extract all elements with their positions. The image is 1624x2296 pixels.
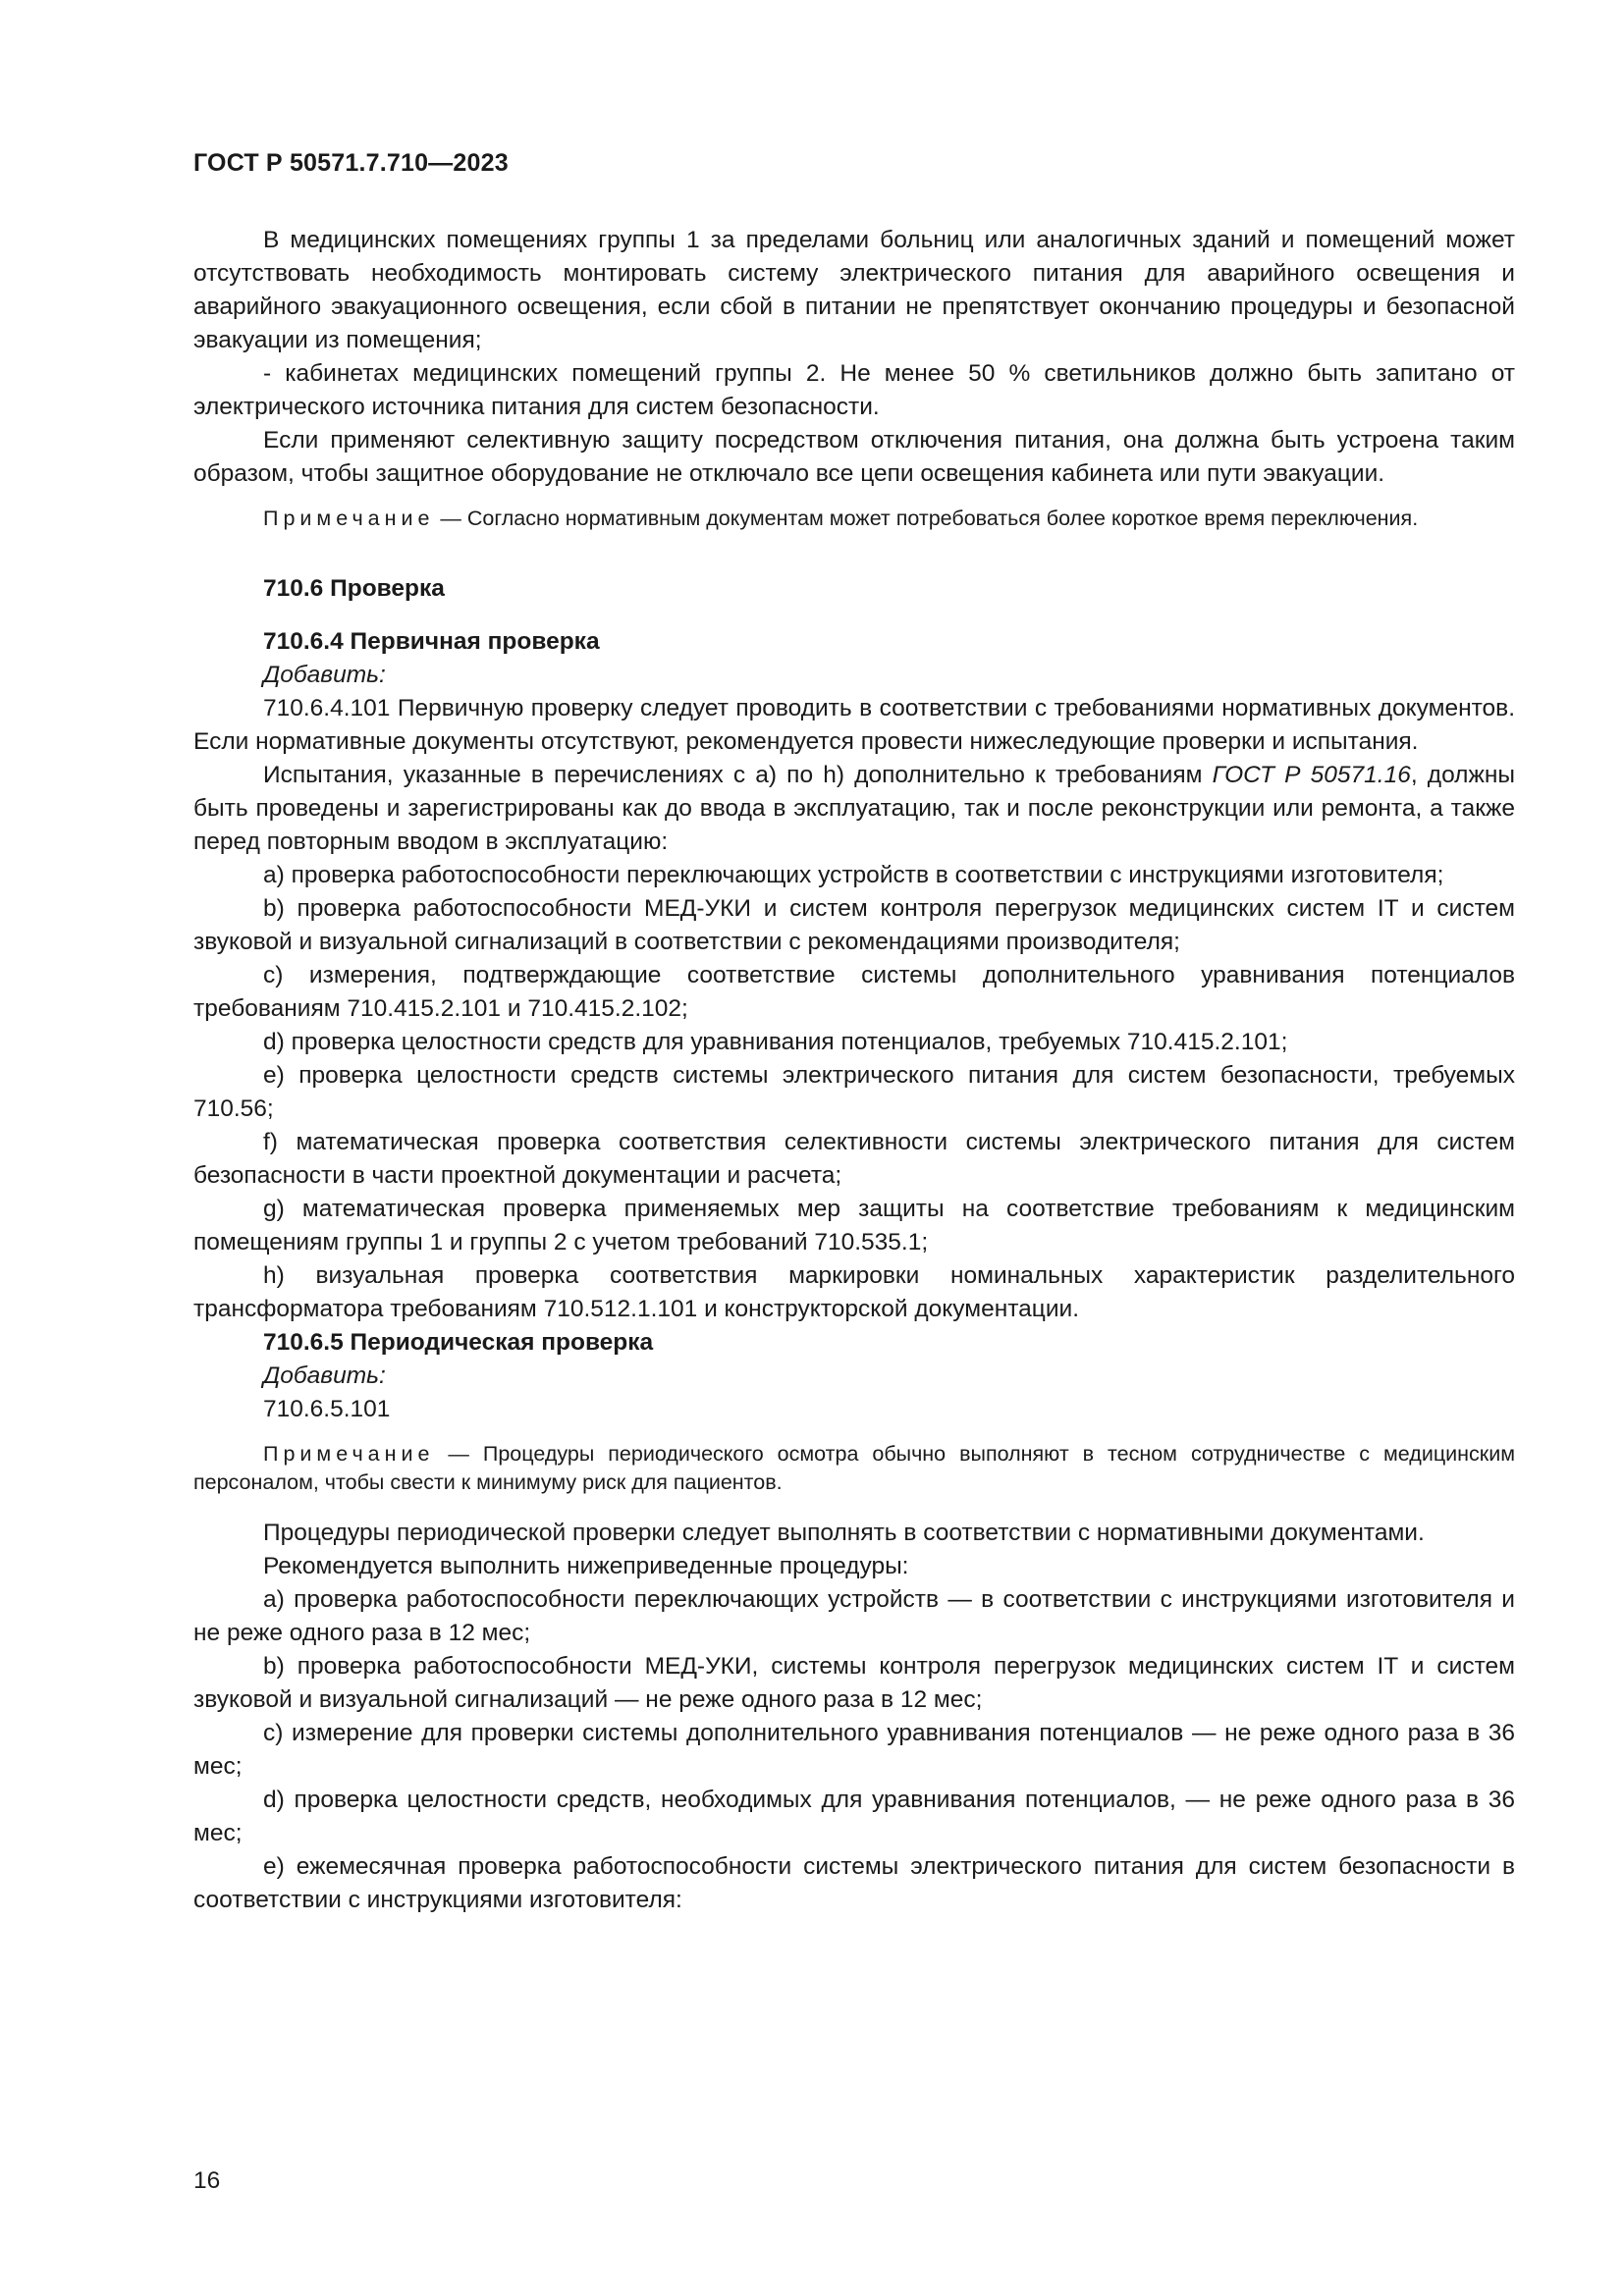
paragraph: 710.6.4.101 Первичную проверку следует проводить в соответствии с требованиями нормативных документов. Если нормативные документы отсутствуют, рекомендуется провести нижеследующие проверки и испытания. <box>193 695 1515 755</box>
list-item: g) математическая проверка применяемых мер защиты на соответствие требованиям к медицинским помещениям группы 1 и группы 2 с учетом требований 710.535.1; <box>193 1196 1515 1255</box>
page-number: 16 <box>193 2167 221 2194</box>
list-item: f) математическая проверка соответствия селективности системы электрического питания для систем безопасности в части проектной документации и расчета; <box>193 1129 1515 1189</box>
note-label: Примечание <box>263 507 435 530</box>
list-item: d) проверка целостности средств, необходимых для уравнивания потенциалов, — не реже одного раза в 36 мес; <box>193 1787 1515 1846</box>
add-label: Добавить: <box>263 1362 386 1389</box>
clause-number: 710.6.5.101 <box>263 1396 391 1422</box>
list-item: h) визуальная проверка соответствия маркировки номинальных характеристик разделительного трансформатора требованиям 710.512.1.101 и конструкторской документации. <box>193 1262 1515 1322</box>
paragraph: Процедуры периодической проверки следует выполнять в соответствии с нормативными документами. <box>263 1520 1425 1546</box>
paragraph: Рекомендуется выполнить нижеприведенные процедуры: <box>263 1553 909 1579</box>
list-item: b) проверка работоспособности МЕД-УКИ и систем контроля перегрузок медицинских систем IT и систем звуковой и визуальной сигнализаций в соответствии с рекомендациями производителя; <box>193 895 1515 955</box>
standard-reference: ГОСТ Р 50571.16 <box>1212 762 1411 788</box>
subsection-heading: 710.6.5 Периодическая проверка <box>263 1329 654 1356</box>
section-heading: 710.6 Проверка <box>263 575 445 602</box>
note-label: Примечание <box>263 1442 435 1466</box>
list-item: e) проверка целостности средств системы электрического питания для систем безопасности, требуемых 710.56; <box>193 1062 1515 1122</box>
document-header: ГОСТ Р 50571.7.710—2023 <box>193 149 509 177</box>
note <box>193 1440 1515 1497</box>
paragraph: Испытания, указанные в перечислениях с а) по h) дополнительно к требованиям ГОСТ Р 50571.16, должны быть проведены и зарегистрированы как до ввода в эксплуатацию, так и после реконструкции или ремонта, а также перед повторным вводом в эксплуатацию: <box>193 762 1515 855</box>
paragraph: Если применяют селективную защиту посредством отключения питания, она должна быть устроена таким образом, чтобы защитное оборудование не отключало все цепи освещения кабинета или пути эвакуации. <box>193 427 1515 487</box>
note-text: — Согласно нормативным документам может потребоваться более короткое время переключения. <box>434 507 1419 530</box>
list-item: d) проверка целостности средств для уравнивания потенциалов, требуемых 710.415.2.101; <box>263 1029 1288 1055</box>
list-item: а) проверка работоспособности переключающих устройств в соответствии с инструкциями изготовителя; <box>263 862 1444 888</box>
subsection-heading: 710.6.4 Первичная проверка <box>263 628 600 655</box>
paragraph: В медицинских помещениях группы 1 за пределами больниц или аналогичных зданий и помещений может отсутствовать необходимость монтировать систему электрического питания для аварийного освещения и аварийного эвакуационного освещения, если сбой в питании не препятствует окончанию процедуры и безопасной эвакуации из помещения; <box>193 227 1515 353</box>
list-item: b) проверка работоспособности МЕД-УКИ, системы контроля перегрузок медицинских систем IT и систем звуковой и визуальной сигнализаций — не реже одного раза в 12 мес; <box>193 1653 1515 1713</box>
document-body <box>193 224 1515 1917</box>
list-item: а) проверка работоспособности переключающих устройств — в соответствии с инструкциями изготовителя и не реже одного раза в 12 мес; <box>193 1586 1515 1646</box>
add-label: Добавить: <box>263 662 386 688</box>
paragraph: - кабинетах медицинских помещений группы 2. Не менее 50 % светильников должно быть запитано от электрического источника питания для систем безопасности. <box>193 360 1515 420</box>
note-text: — Процедуры периодического осмотра обычно выполняют в тесном сотрудничестве с медицинским персоналом, чтобы свести к минимуму риск для пациентов. <box>193 1442 1515 1494</box>
list-item: e) ежемесячная проверка работоспособности системы электрического питания для систем безопасности в соответствии с инструкциями изготовителя: <box>193 1853 1515 1913</box>
list-item: c) измерение для проверки системы дополнительного уравнивания потенциалов — не реже одного раза в 36 мес; <box>193 1720 1515 1780</box>
list-item: c) измерения, подтверждающие соответствие системы дополнительного уравнивания потенциалов требованиям 710.415.2.101 и 710.415.2.102; <box>193 962 1515 1022</box>
note <box>193 505 1515 533</box>
